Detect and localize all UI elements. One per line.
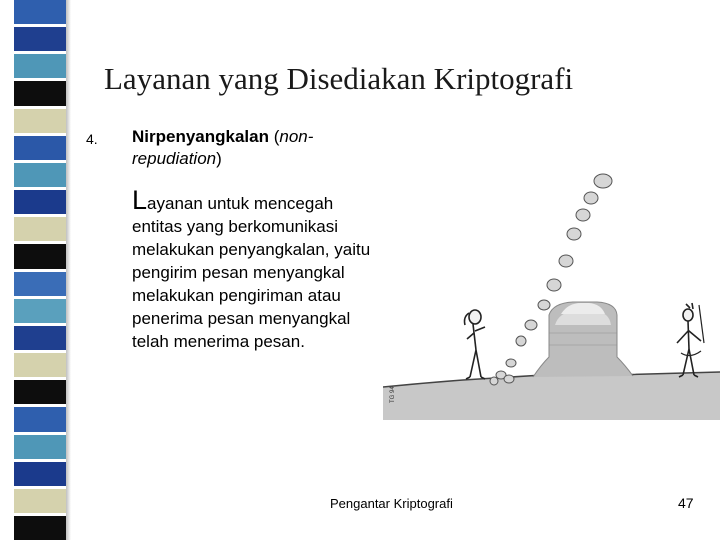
strip-block [14, 190, 66, 214]
repudiation-illustration [383, 165, 720, 425]
strip-block [14, 81, 66, 105]
body-paragraph [132, 185, 377, 353]
body-text: ayanan untuk mencegah entitas yang berkomunikasi melakukan penyangkalan, yaitu pengirim pesan menyangkal melakukan pengiriman atau penerima pesan menyangkal telah menerima pesan. [132, 194, 371, 351]
strip-block [14, 136, 66, 160]
strip-block [14, 326, 66, 350]
item-heading-paren-close: ) [216, 149, 222, 168]
strip-block [14, 109, 66, 133]
ground [383, 372, 720, 420]
strip-block [14, 435, 66, 459]
strip-block [14, 272, 66, 296]
footer-text: Pengantar Kriptografi [330, 496, 453, 511]
page-number: 47 [678, 495, 694, 511]
strip-block [14, 489, 66, 513]
strip-block [14, 27, 66, 51]
item-heading [132, 126, 382, 170]
strip-block [14, 462, 66, 486]
decorative-left-strip [14, 0, 66, 540]
strip-block [14, 217, 66, 241]
strip-block [14, 516, 66, 540]
strip-shadow [66, 0, 71, 540]
strip-block [14, 244, 66, 268]
slide-title: Layanan yang Disediakan Kriptografi [104, 61, 574, 96]
item-heading-english-term: non-repudiation [132, 127, 314, 168]
item-heading-term: Nirpenyangkalan [132, 127, 269, 146]
receiver-figure [677, 303, 704, 377]
strip-block [14, 353, 66, 377]
strip-block [14, 407, 66, 431]
body-initial-letter: L [132, 185, 148, 215]
illustration-signature: TG 94 [390, 386, 396, 403]
strip-block [14, 299, 66, 323]
item-heading-paren-open: ( [269, 127, 280, 146]
item-number: 4. [86, 131, 98, 147]
strip-block [14, 380, 66, 404]
strip-block [14, 54, 66, 78]
sender-figure [465, 310, 486, 379]
strip-block [14, 0, 66, 24]
strip-block [14, 163, 66, 187]
